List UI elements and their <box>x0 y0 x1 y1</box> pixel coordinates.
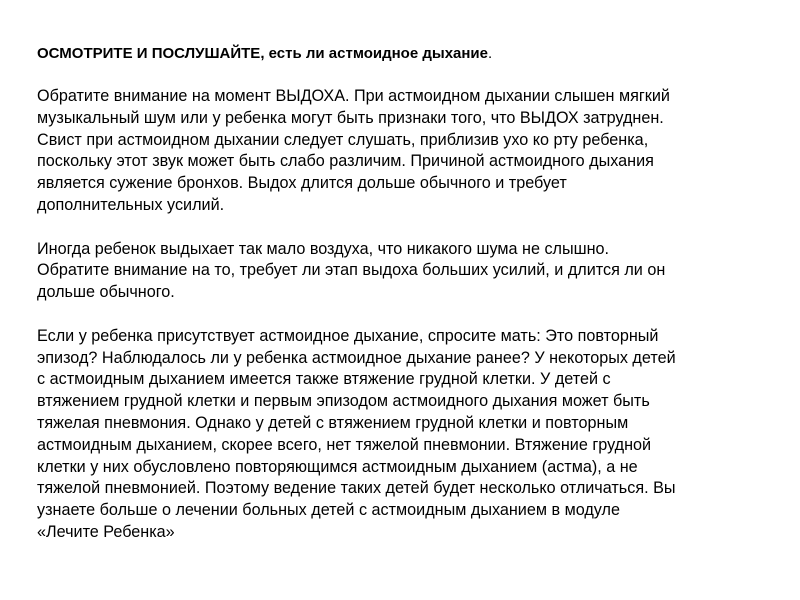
paragraph-exhalation: Обратите внимание на момент ВЫДОХА. При астмоидном дыхании слышен мягкий музыкальный шум или у ребенка могут быть признаки того, что ВЫДОХ затруднен. Свист при астмоидном дыхании следует слушать, приблизив ухо ко рту ребенка, поскольку этот звук может быть слабо различим. Причиной астмоидного дыхания является сужение бронхов. Выдох длится дольше обычного и требует дополнительных усилий. <box>37 87 670 214</box>
paragraph-ask-mother: Если у ребенка присутствует астмоидное дыхание, спросите мать: Это повторный эпизод? Наблюдалось ли у ребенка астмоидное дыхание ранее? У некоторых детей с астмоидным дыханием имеется также втяжение грудной клетки. У детей с втяжением грудной клетки и первым эпизодом астмоидного дыхания может быть тяжелая пневмония. Однако у детей с втяжением грудной клетки и повторным астмоидным дыханием, скорее всего, нет тяжелой пневмонии. Втяжение грудной клетки у них обусловлено повторяющимся астмоидным дыханием (астма), а не тяжелой пневмонией. Поэтому ведение таких детей будет несколько отличаться. Вы узнаете больше о лечении больных детей с астмоидным дыханием в модуле «Лечите Ребенка» <box>37 326 676 541</box>
heading-bold-text: ОСМОТРИТЕ И ПОСЛУШАЙТЕ, есть ли астмоидное дыхание <box>37 45 488 62</box>
paragraph-little-air: Иногда ребенок выдыхает так мало воздуха, что никакого шума не слышно. Обратите внимание на то, требует ли этап выдоха больших усилий, и длится ли он дольше обычного. <box>37 239 666 302</box>
slide-content <box>37 44 759 566</box>
slide-heading <box>37 44 759 64</box>
heading-tail: . <box>488 45 493 62</box>
